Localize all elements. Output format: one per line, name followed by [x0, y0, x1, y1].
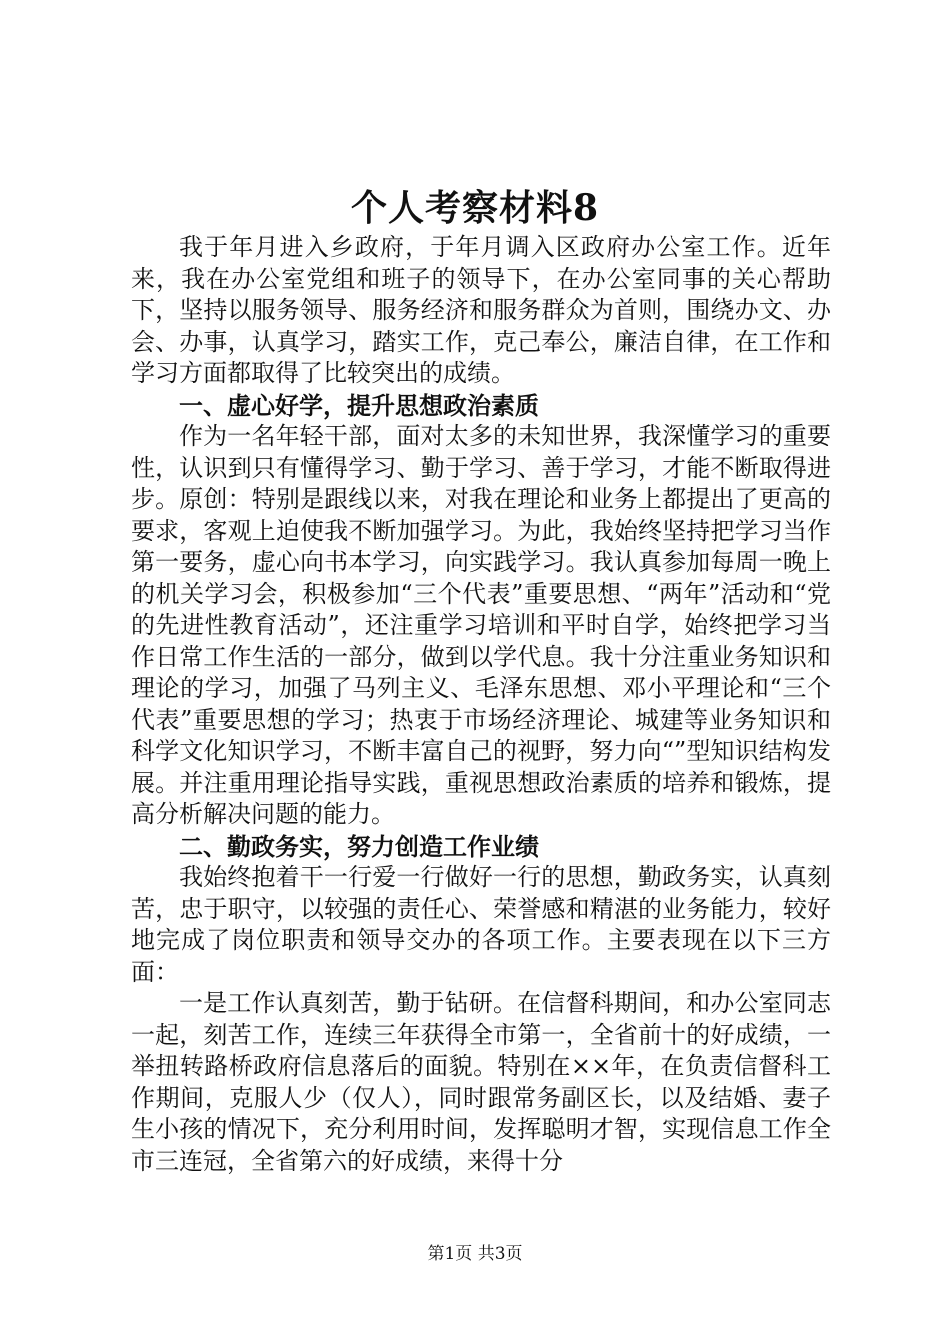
section-heading-2: 二、勤政务实，努力创造工作业绩: [179, 831, 539, 861]
paragraph-work: 我始终抱着干一行爱一行做好一行的思想，勤政务实，认真刻苦，忠于职守，以较强的责任心、荣誉感和精湛的业务能力，较好地完成了岗位职责和领导交办的各项工作。主要表现在以下三方面：: [131, 863, 831, 986]
paragraph-intro: 我于年月进入乡政府，于年月调入区政府办公室工作。近年来，我在办公室党组和班子的领导下，在办公室同事的关心帮助下，坚持以服务领导、服务经济和服务群众为首则，围绕办文、办会、办事，认真学习，踏实工作，克己奉公，廉洁自律，在工作和学习方面都取得了比较突出的成绩。: [131, 233, 831, 387]
page-footer: 第1页 共3页: [427, 1244, 523, 1264]
paragraph-first-point: 一是工作认真刻苦，勤于钻研。在信督科期间，和办公室同志一起，刻苦工作，连续三年获得全市第一，全省前十的好成绩，一举扭转路桥政府信息落后的面貌。特别在××年，在负责信督科工作期间，克服人少（仅人），同时跟常务副区长，以及结婚、妻子生小孩的情况下，充分利用时间，发挥聪明才智，实现信息工作全市三连冠，全省第六的好成绩，来得十分: [131, 989, 831, 1175]
document-title: 个人考察材料8: [350, 187, 600, 229]
paragraph-study: 作为一名年轻干部，面对太多的未知世界，我深懂学习的重要性，认识到只有懂得学习、勤于学习、善于学习，才能不断取得进步。原创：特别是跟线以来，对我在理论和业务上都提出了更高的要求，客观上迫使我不断加强学习。为此，我始终坚持把学习当作第一要务，虚心向书本学习，向实践学习。我认真参加每周一晚上的机关学习会，积极参加“三个代表”重要思想、“两年”活动和“党的先进性教育活动”，还注重学习培训和平时自学，始终把学习当作日常工作生活的一部分，做到以学代息。我十分注重业务知识和理论的学习，加强了马列主义、毛泽东思想、邓小平理论和“三个代表”重要思想的学习；热衷于市场经济理论、城建等业务知识和科学文化知识学习，不断丰富自己的视野，努力向“”型知识结构发展。并注重用理论指导实践，重视思想政治素质的培养和锻炼，提高分析解决问题的能力。: [131, 422, 831, 828]
section-heading-1: 一、虚心好学，提升思想政治素质: [179, 390, 539, 420]
document-body: [131, 232, 831, 1177]
